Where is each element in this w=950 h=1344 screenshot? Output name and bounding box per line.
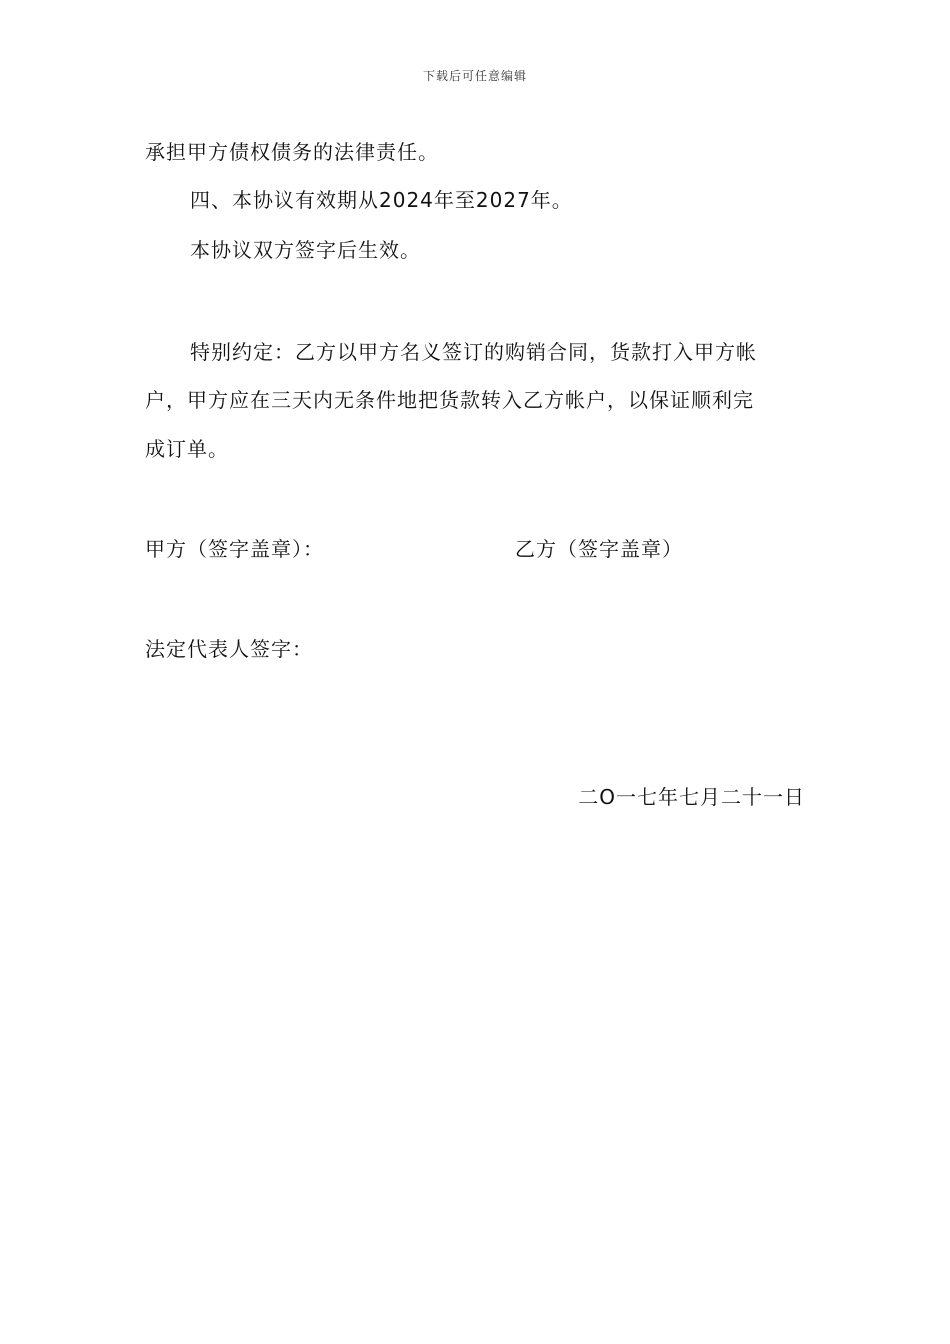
party-b-signature-label: 乙方（签字盖章）	[515, 537, 683, 561]
body-line-effective: 本协议双方签字后生效。	[190, 238, 421, 262]
special-clause-line-1: 特别约定：乙方以甲方名义签订的购销合同，货款打入甲方帐	[190, 340, 757, 364]
legal-representative-label: 法定代表人签字：	[145, 637, 313, 661]
document-date: 二O一七年七月二十一日	[578, 785, 805, 809]
party-a-signature-label: 甲方（签字盖章）：	[145, 537, 324, 561]
special-clause-line-3: 成订单。	[145, 437, 229, 461]
header-note: 下载后可任意编辑	[422, 69, 527, 83]
body-line-liability: 承担甲方债权债务的法律责任。	[145, 140, 439, 164]
special-clause-line-2: 户，甲方应在三天内无条件地把货款转入乙方帐户，以保证顺利完	[145, 388, 754, 412]
body-line-validity: 四、本协议有效期从2024年至2027年。	[190, 188, 573, 212]
